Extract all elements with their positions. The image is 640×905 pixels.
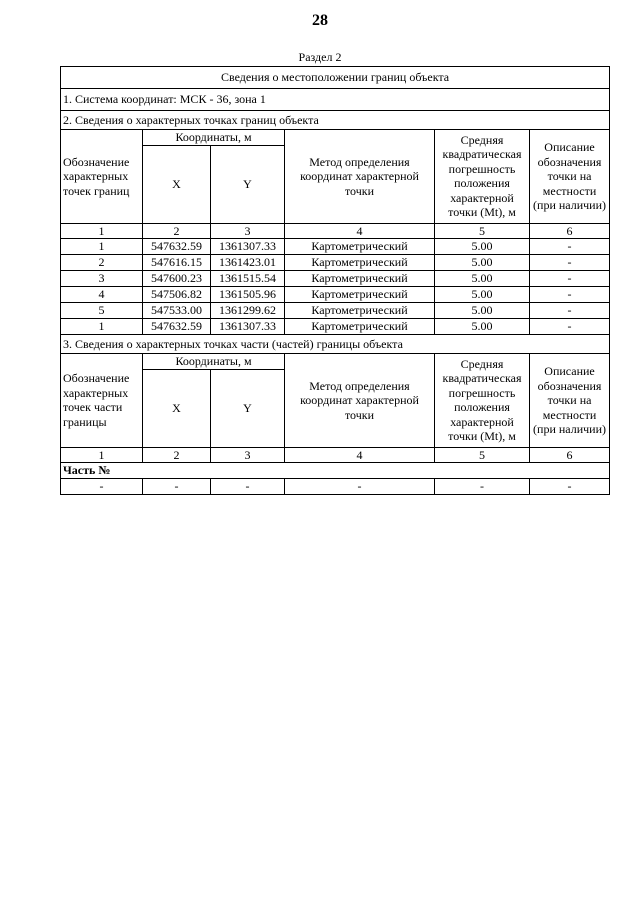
error: 5.00 — [435, 287, 530, 303]
coord-x: 547506.82 — [143, 287, 211, 303]
coord-x: 547600.23 — [143, 271, 211, 287]
method: Картометрический — [285, 255, 435, 271]
column-number: 6 — [530, 447, 610, 463]
point-number: 1 — [61, 319, 143, 335]
header-description-part: Описание обозначения точки на местности (при наличии) — [530, 354, 610, 448]
header-designation: Обозначение характерных точек границ — [61, 130, 143, 224]
method: Картометрический — [285, 239, 435, 255]
column-number: 2 — [143, 223, 211, 239]
header-description: Описание обозначения точки на местности (при наличии) — [530, 130, 610, 224]
coord-x: 547632.59 — [143, 239, 211, 255]
empty-cell: - — [285, 479, 435, 495]
method: Картометрический — [285, 319, 435, 335]
column-number: 1 — [61, 447, 143, 463]
header-error: Средняя квадратическая погрешность положения характерной точки (Mt), м — [435, 130, 530, 224]
table-row — [61, 255, 610, 271]
part-label: Часть № — [61, 463, 610, 479]
header-method-part: Метод определения координат характерной точки — [285, 354, 435, 448]
description: - — [530, 271, 610, 287]
table-row — [61, 303, 610, 319]
header-x-part: X — [143, 369, 211, 447]
coord-y: 1361505.96 — [211, 287, 285, 303]
table-row — [61, 239, 610, 255]
method: Картометрический — [285, 287, 435, 303]
empty-cell: - — [530, 479, 610, 495]
error: 5.00 — [435, 271, 530, 287]
coord-y: 1361299.62 — [211, 303, 285, 319]
column-number: 5 — [435, 223, 530, 239]
section2-title: 2. Сведения о характерных точках границ объекта — [61, 111, 610, 130]
coord-y: 1361307.33 — [211, 319, 285, 335]
column-number: 3 — [211, 223, 285, 239]
column-number: 1 — [61, 223, 143, 239]
column-number: 4 — [285, 447, 435, 463]
method: Картометрический — [285, 271, 435, 287]
boundary-table — [60, 66, 610, 495]
coord-system: 1. Система координат: МСК - 36, зона 1 — [61, 89, 610, 111]
section-label: Раздел 2 — [298, 50, 342, 64]
empty-part-row — [61, 479, 610, 495]
empty-cell: - — [211, 479, 285, 495]
coord-x: 547616.15 — [143, 255, 211, 271]
error: 5.00 — [435, 303, 530, 319]
empty-cell: - — [61, 479, 143, 495]
column-numbers-row — [61, 223, 610, 239]
point-number: 5 — [61, 303, 143, 319]
description: - — [530, 287, 610, 303]
point-number: 1 — [61, 239, 143, 255]
column-number: 3 — [211, 447, 285, 463]
method: Картометрический — [285, 303, 435, 319]
error: 5.00 — [435, 255, 530, 271]
header-error-part: Средняя квадратическая погрешность положения характерной точки (Mt), м — [435, 354, 530, 448]
column-number: 2 — [143, 447, 211, 463]
description: - — [530, 239, 610, 255]
empty-cell: - — [143, 479, 211, 495]
coord-x: 547632.59 — [143, 319, 211, 335]
point-number: 4 — [61, 287, 143, 303]
table-row — [61, 287, 610, 303]
header-designation-part: Обозначение характерных точек части границы — [61, 354, 143, 448]
coord-x: 547533.00 — [143, 303, 211, 319]
table-title: Сведения о местоположении границ объекта — [61, 67, 610, 89]
error: 5.00 — [435, 319, 530, 335]
header-y: Y — [211, 145, 285, 223]
empty-cell: - — [435, 479, 530, 495]
table-row — [61, 319, 610, 335]
header-coords: Координаты, м — [143, 130, 285, 146]
point-number: 2 — [61, 255, 143, 271]
section3-title: 3. Сведения о характерных точках части (частей) границы объекта — [61, 335, 610, 354]
description: - — [530, 255, 610, 271]
header-method: Метод определения координат характерной точки — [285, 130, 435, 224]
error: 5.00 — [435, 239, 530, 255]
header-x: X — [143, 145, 211, 223]
column-number: 5 — [435, 447, 530, 463]
coord-y: 1361423.01 — [211, 255, 285, 271]
table-row — [61, 271, 610, 287]
coord-y: 1361307.33 — [211, 239, 285, 255]
coord-y: 1361515.54 — [211, 271, 285, 287]
header-y-part: Y — [211, 369, 285, 447]
point-number: 3 — [61, 271, 143, 287]
column-number: 4 — [285, 223, 435, 239]
page-number: 28 — [312, 12, 328, 29]
header-coords-part: Координаты, м — [143, 354, 285, 370]
description: - — [530, 319, 610, 335]
description: - — [530, 303, 610, 319]
column-numbers-row-part — [61, 447, 610, 463]
column-number: 6 — [530, 223, 610, 239]
